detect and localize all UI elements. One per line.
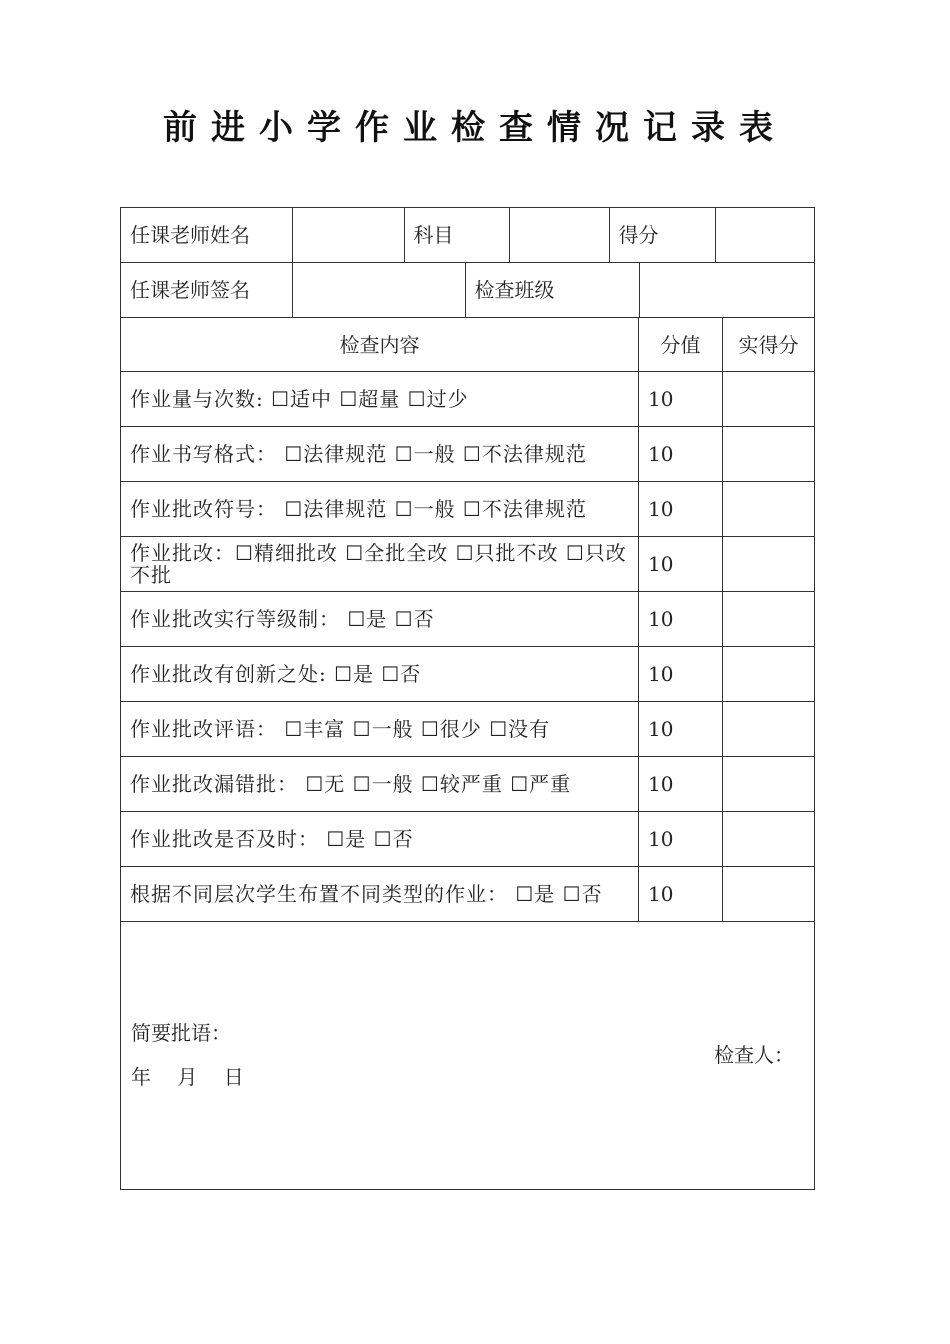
column-header-actual: 实得分 [723,318,815,372]
actual-score-cell[interactable] [723,757,815,812]
check-item[interactable]: 作业批改是否及时： ☐是 ☐否 [121,812,639,867]
header-row-1 [121,208,815,262]
column-header-points: 分值 [639,318,723,372]
points-value: 10 [639,812,723,867]
points-value: 10 [639,537,723,592]
score-label: 得分 [609,208,715,262]
check-item[interactable]: 作业书写格式： ☐法律规范 ☐一般 ☐不法律规范 [121,427,639,482]
check-item[interactable]: 作业批改漏错批： ☐无 ☐一般 ☐较严重 ☐严重 [121,757,639,812]
points-value: 10 [639,482,723,537]
table-row [121,702,815,757]
points-value: 10 [639,702,723,757]
teacher-sign-field[interactable] [292,263,465,317]
table-row [121,427,815,482]
table-row [121,867,815,922]
check-item[interactable]: 作业批改实行等级制： ☐是 ☐否 [121,592,639,647]
score-field[interactable] [715,208,815,262]
actual-score-cell[interactable] [723,867,815,922]
table-row [121,537,815,592]
inspection-form [120,207,815,1190]
checker-label: 检查人： [714,1043,795,1067]
actual-score-cell[interactable] [723,427,815,482]
table-row [121,812,815,867]
actual-score-cell[interactable] [723,702,815,757]
table-row [121,482,815,537]
page-title: 前进小学作业检查情况记录表 [163,108,787,148]
table-row [121,647,815,702]
points-value: 10 [639,757,723,812]
points-value: 10 [639,647,723,702]
actual-score-cell[interactable] [723,372,815,427]
actual-score-cell[interactable] [723,537,815,592]
subject-field[interactable] [509,208,609,262]
actual-score-cell[interactable] [723,482,815,537]
check-item[interactable]: 作业批改：☐精细批改 ☐全批全改 ☐只批不改 ☐只改不批 [121,537,639,592]
comment-area[interactable] [121,922,815,1190]
column-header-content: 检查内容 [121,318,639,372]
date-line [131,1066,264,1088]
date-day-label: 日 [223,1065,244,1089]
check-item[interactable]: 作业批改有创新之处: ☐是 ☐否 [121,647,639,702]
teacher-sign-label: 任课老师签名 [121,263,292,317]
teacher-name-label: 任课老师姓名 [121,208,292,262]
comment-label: 简要批语： [131,1021,231,1045]
actual-score-cell[interactable] [723,812,815,867]
header-row-2 [121,263,815,317]
check-item[interactable]: 根据不同层次学生布置不同类型的作业： ☐是 ☐否 [121,867,639,922]
points-value: 10 [639,372,723,427]
class-field[interactable] [639,263,815,317]
check-item[interactable]: 作业批改符号： ☐法律规范 ☐一般 ☐不法律规范 [121,482,639,537]
table-row [121,372,815,427]
teacher-name-field[interactable] [292,208,404,262]
date-year-label: 年 [131,1065,151,1089]
points-value: 10 [639,592,723,647]
actual-score-cell[interactable] [723,647,815,702]
date-month-label: 月 [177,1065,198,1089]
table-row [121,592,815,647]
actual-score-cell[interactable] [723,592,815,647]
points-value: 10 [639,427,723,482]
points-value: 10 [639,867,723,922]
table-row [121,757,815,812]
check-item[interactable]: 作业量与次数: ☐适中 ☐超量 ☐过少 [121,372,639,427]
subject-label: 科目 [404,208,509,262]
check-item[interactable]: 作业批改评语： ☐丰富 ☐一般 ☐很少 ☐没有 [121,702,639,757]
class-label: 检查班级 [465,263,639,317]
